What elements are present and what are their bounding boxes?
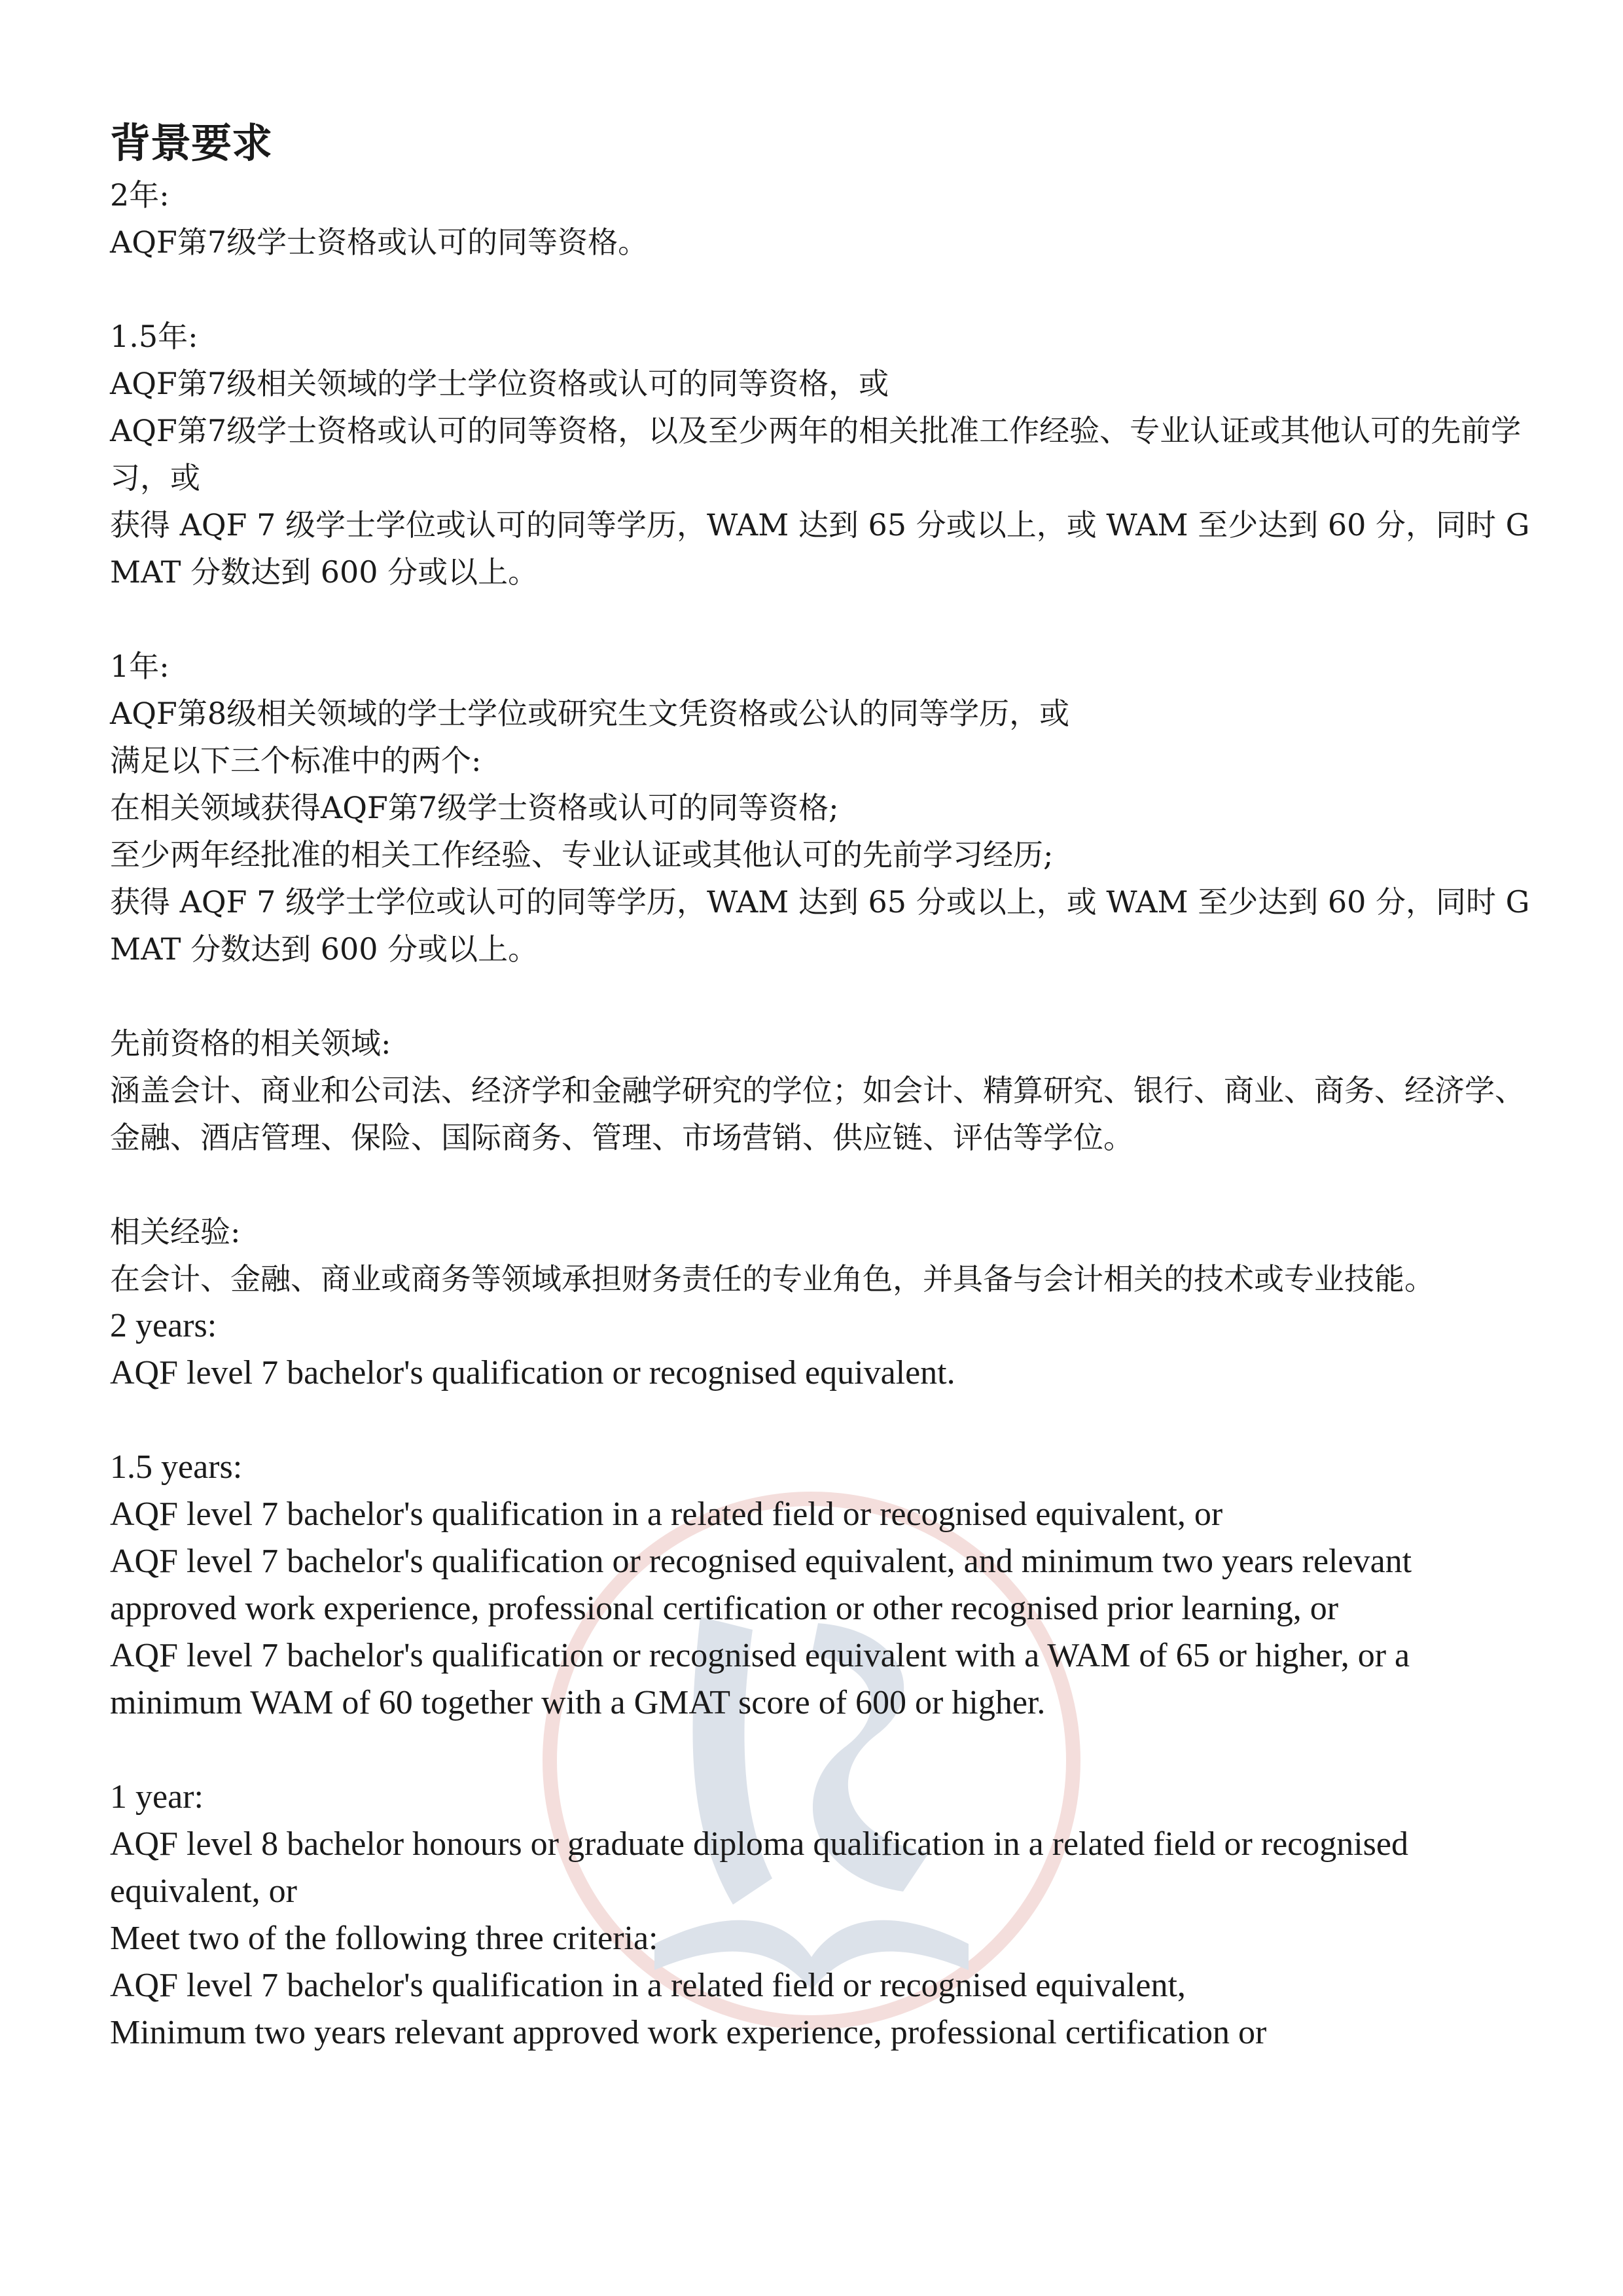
spacer <box>110 973 1537 1020</box>
spacer <box>110 596 1537 643</box>
cn-fields-text: 涵盖会计、商业和公司法、经济学和金融学研究的学位；如会计、精算研究、银行、商业、商务、经济学、金融、酒店管理、保险、国际商务、管理、市场营销、供应链、评估等学位。 <box>110 1073 1525 1155</box>
cn-fields-label: 先前资格的相关领域: <box>110 1026 391 1061</box>
en-2y-text: AQF level 7 bachelor's qualification or recognised equivalent. <box>110 1354 955 1391</box>
cn-15y-text-1: AQF第7级相关领域的学士学位资格或认可的同等资格，或 <box>110 366 889 401</box>
en-2y-label: 2 years: <box>110 1307 217 1344</box>
cn-exp-text: 在会计、金融、商业或商务等领域承担财务责任的专业角色，并具备与会计相关的技术或专业技能。 <box>110 1261 1435 1297</box>
cn-15y-text-2: AQF第7级学士资格或认可的同等资格，以及至少两年的相关批准工作经验、专业认证或其他认可的先前学习，或 <box>110 413 1522 495</box>
cn-1y-label: 1年: <box>110 649 169 684</box>
en-1y-text-3: AQF level 7 bachelor's qualification in a related field or recognised equivalent, <box>110 1967 1186 2004</box>
en-1y-text-2: Meet two of the following three criteria: <box>110 1920 658 1957</box>
cn-1y-text-3: 在相关领域获得AQF第7级学士资格或认可的同等资格; <box>110 790 839 825</box>
cn-15y-text-3: 获得 AQF 7 级学士学位或认可的同等学历，WAM 达到 65 分或以上，或 WAM 至少达到 60 分，同时 GMAT 分数达到 600 分或以上。 <box>110 507 1530 590</box>
cn-1y-text-1: AQF第8级相关领域的学士学位或研究生文凭资格或公认的同等学历，或 <box>110 696 1070 731</box>
page-title: 背景要求 <box>110 119 273 167</box>
spacer <box>110 1161 1537 1208</box>
spacer <box>110 1397 1537 1444</box>
cn-exp-label: 相关经验: <box>110 1214 241 1249</box>
en-15y-text-1: AQF level 7 bachelor's qualification in a related field or recognised equivalent, or <box>110 1496 1223 1533</box>
cn-2y-label: 2年: <box>110 177 169 213</box>
spacer <box>110 266 1537 313</box>
en-15y-text-2: AQF level 7 bachelor's qualification or recognised equivalent, and minimum two years relevant approved work experience, professional certification or other recognised prior learning, or <box>110 1543 1412 1627</box>
en-1y-label: 1 year: <box>110 1778 204 1816</box>
document-body <box>110 115 1537 2056</box>
cn-1y-text-2: 满足以下三个标准中的两个: <box>110 743 482 778</box>
cn-1y-text-5: 获得 AQF 7 级学士学位或认可的同等学历，WAM 达到 65 分或以上，或 WAM 至少达到 60 分，同时 GMAT 分数达到 600 分或以上。 <box>110 884 1530 967</box>
cn-15y-label: 1.5年: <box>110 319 198 354</box>
cn-2y-text: AQF第7级学士资格或认可的同等资格。 <box>110 224 649 260</box>
en-15y-label: 1.5 years: <box>110 1448 243 1486</box>
en-1y-text-4: Minimum two years relevant approved work experience, professional certification or <box>110 2014 1267 2051</box>
en-1y-text-1: AQF level 8 bachelor honours or graduate diploma qualification in a related field or recognised equivalent, or <box>110 1825 1408 1910</box>
en-15y-text-3: AQF level 7 bachelor's qualification or recognised equivalent with a WAM of 65 or higher, or a minimum WAM of 60 together with a GMAT score of 600 or higher. <box>110 1637 1410 1721</box>
spacer <box>110 1727 1537 1774</box>
cn-1y-text-4: 至少两年经批准的相关工作经验、专业认证或其他认可的先前学习经历; <box>110 837 1054 872</box>
